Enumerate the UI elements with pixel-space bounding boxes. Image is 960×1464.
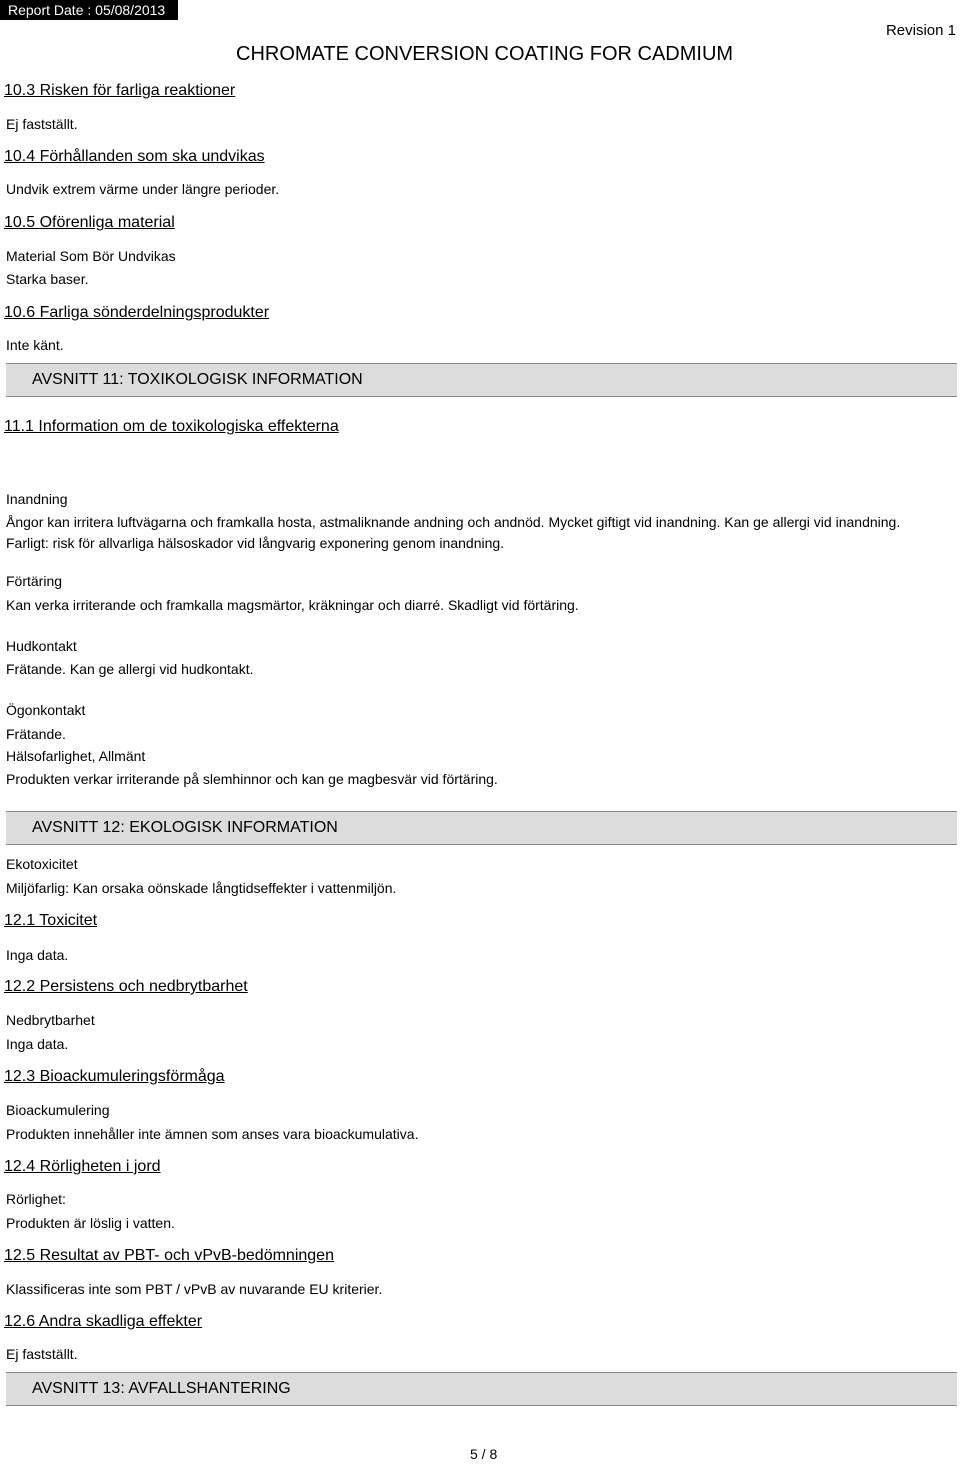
- ecotoxicity-label: Ekotoxicitet: [6, 856, 78, 872]
- general-health-label: Hälsofarlighet, Allmänt: [6, 748, 146, 764]
- section-10-6-text: Inte känt.: [6, 337, 64, 353]
- eye-contact-text: Frätande.: [6, 726, 66, 742]
- report-date: Report Date : 05/08/2013: [0, 0, 178, 20]
- inhalation-label: Inandning: [6, 491, 68, 507]
- eye-contact-label: Ögonkontakt: [6, 702, 86, 718]
- degradability-label: Nedbrytbarhet: [6, 1012, 95, 1028]
- skin-contact-label: Hudkontakt: [6, 638, 77, 654]
- section-10-5-label: Material Som Bör Undvikas: [6, 248, 176, 264]
- section-12-2-text: Inga data.: [6, 1036, 69, 1052]
- section-10-4-text: Undvik extrem värme under längre perioder.: [6, 181, 280, 197]
- page-number: 5 / 8: [470, 1446, 498, 1462]
- section-10-3-text: Ej fastställt.: [6, 116, 78, 132]
- section-10-5-text: Starka baser.: [6, 271, 89, 287]
- ecotoxicity-text: Miljöfarlig: Kan orsaka oönskade långtidseffekter i vattenmiljön.: [6, 880, 397, 896]
- section-10-4-heading: 10.4 Förhållanden som ska undvikas: [4, 148, 265, 165]
- section-10-5-heading: 10.5 Oförenliga material: [4, 214, 175, 231]
- section-12-banner: [6, 811, 957, 845]
- section-13-title: AVSNITT 13: AVFALLSHANTERING: [32, 1380, 291, 1397]
- section-12-3-text: Produkten innehåller inte ämnen som anses vara bioackumulativa.: [6, 1126, 419, 1142]
- section-12-3-heading: 12.3 Bioackumuleringsförmåga: [4, 1068, 225, 1085]
- general-health-text: Produkten verkar irriterande på slemhinnor och kan ge magbesvär vid förtäring.: [6, 771, 498, 787]
- ingestion-text: Kan verka irriterande och framkalla magsmärtor, kräkningar och diarré. Skadligt vid förtäring.: [6, 597, 579, 613]
- section-12-title: AVSNITT 12: EKOLOGISK INFORMATION: [32, 819, 338, 836]
- section-12-2-heading: 12.2 Persistens och nedbrytbarhet: [4, 978, 248, 995]
- section-12-1-heading: 12.1 Toxicitet: [4, 912, 98, 929]
- section-10-6-heading: 10.6 Farliga sönderdelningsprodukter: [4, 304, 270, 321]
- section-11-title: AVSNITT 11: TOXIKOLOGISK INFORMATION: [32, 371, 363, 388]
- section-12-5-heading: 12.5 Resultat av PBT- och vPvB-bedömningen: [4, 1247, 334, 1264]
- section-12-4-heading: 12.4 Rörligheten i jord: [4, 1158, 161, 1175]
- section-12-5-text: Klassificeras inte som PBT / vPvB av nuvarande EU kriterier.: [6, 1281, 383, 1297]
- section-11-1-heading: 11.1 Information om de toxikologiska effekterna: [4, 418, 339, 435]
- inhalation-text: Ångor kan irritera luftvägarna och framkalla hosta, astmaliknande andning och andnöd. Mycket giftigt vid inandning. Kan ge allergi vid inandning. Farligt: risk för allvarliga hälsoskador vid långvarig exponering genom inandning.: [6, 514, 901, 551]
- section-12-1-text: Inga data.: [6, 947, 69, 963]
- section-12-6-heading: 12.6 Andra skadliga effekter: [4, 1313, 203, 1330]
- bioaccumulation-label: Bioackumulering: [6, 1102, 110, 1118]
- ingestion-label: Förtäring: [6, 573, 63, 589]
- section-12-4-text: Produkten är löslig i vatten.: [6, 1215, 175, 1231]
- mobility-label: Rörlighet:: [6, 1191, 66, 1207]
- revision-label: Revision 1: [885, 22, 956, 39]
- section-10-3-heading: 10.3 Risken för farliga reaktioner: [4, 82, 236, 99]
- section-13-banner: [6, 1372, 957, 1406]
- section-12-6-text: Ej fastställt.: [6, 1346, 78, 1362]
- skin-contact-text: Frätande. Kan ge allergi vid hudkontakt.: [6, 661, 254, 677]
- section-11-banner: [6, 363, 957, 397]
- document-title: CHROMATE CONVERSION COATING FOR CADMIUM: [236, 43, 734, 65]
